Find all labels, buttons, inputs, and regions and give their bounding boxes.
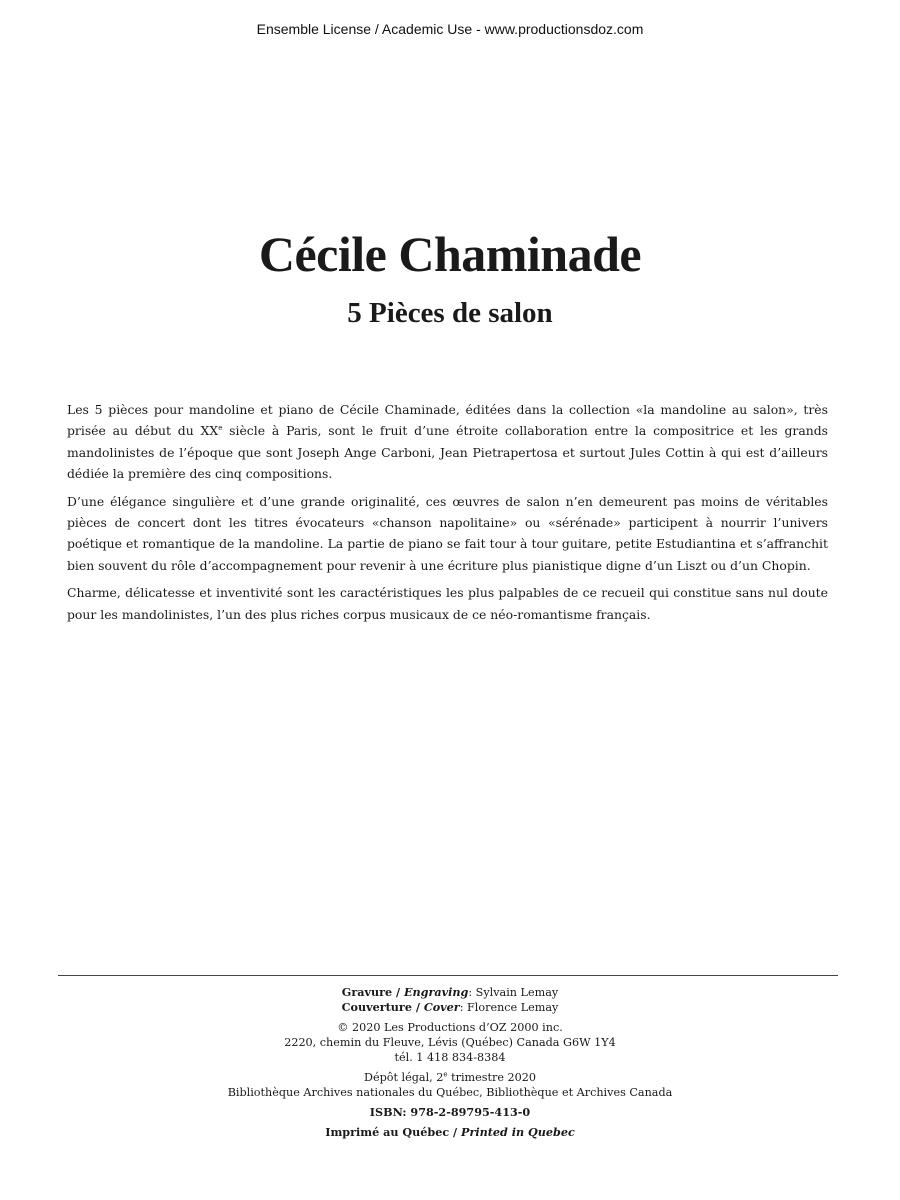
paragraph-1-part-a: Les 5 pièces pour mandoline et piano de Cécile Chaminade, éditées dans la collection «la mandoline au salon», très prisée au début du XX bbox=[67, 402, 828, 439]
libraries-line: Bibliothèque Archives nationales du Québec, Bibliothèque et Archives Canada bbox=[227, 1086, 673, 1099]
credits-block bbox=[0, 985, 900, 1140]
address-line: 2220, chemin du Fleuve, Lévis (Québec) Canada G6W 1Y4 bbox=[284, 1036, 616, 1049]
page-subtitle: 5 Pièces de salon bbox=[347, 297, 553, 329]
paragraph-1-part-b: siècle à Paris, sont le fruit d’une étroite collaboration entre la compositrice et les grands mandolinistes de l’époque que sont Joseph Ange Carboni, Jean Pietrapertosa et surtout Jules Cottin à qui est d’ailleurs dédiée la première des cinq compositions. bbox=[67, 423, 828, 482]
quarter-superscript: e bbox=[443, 1070, 448, 1079]
printed-fr: Imprimé au Québec / bbox=[325, 1125, 462, 1139]
century-superscript: e bbox=[218, 424, 223, 433]
cover-label-fr: Couverture / bbox=[341, 1000, 424, 1014]
introduction-text bbox=[67, 399, 828, 631]
paragraph-2: D’une élégance singulière et d’une grande originalité, ces œuvres de salon n’en demeurent pas moins de véritables pièces de concert dont les titres évocateurs «chanson napolitaine» ou «sérénade» participent à nourrir l’univers poétique et romantique de la mandoline. La partie de piano se fait tour à tour guitare, petite Estudiantina et s’affranchit bien souvent du rôle d’accompagnement pour revenir à une écriture plus pianistique digne d’un Liszt ou d’un Chopin. bbox=[67, 493, 828, 573]
copyright-line: © 2020 Les Productions d’OZ 2000 inc. bbox=[337, 1021, 563, 1034]
printed-line bbox=[0, 1125, 900, 1140]
license-header: Ensemble License / Academic Use - www.productionsdoz.com bbox=[256, 21, 644, 37]
cover-name: : Florence Lemay bbox=[459, 1001, 559, 1014]
cover-label-en: Cover bbox=[423, 1000, 460, 1014]
engraving-credit bbox=[0, 985, 900, 1000]
phone-line: tél. 1 418 834-8384 bbox=[394, 1051, 506, 1064]
page-title: Cécile Chaminade bbox=[258, 226, 642, 282]
isbn-line bbox=[0, 1105, 900, 1120]
cover-credit bbox=[0, 1000, 900, 1015]
legal-deposit-part-a: Dépôt légal, 2 bbox=[364, 1071, 444, 1084]
printed-en: Printed in Quebec bbox=[461, 1125, 575, 1139]
paragraph-3: Charme, délicatesse et inventivité sont les caractéristiques les plus palpables de ce recueil qui constitue sans nul doute pour les mandolinistes, l’un des plus riches corpus musicaux de ce néo-romantisme français. bbox=[67, 585, 828, 622]
footer-divider bbox=[58, 975, 838, 976]
legal-deposit-line bbox=[0, 1070, 900, 1085]
legal-deposit-part-b: trimestre 2020 bbox=[447, 1071, 536, 1084]
isbn-text: ISBN: 978-2-89795-413-0 bbox=[369, 1105, 531, 1119]
engraving-label-en: Engraving bbox=[404, 985, 469, 999]
paragraph-1 bbox=[67, 399, 828, 485]
engraving-label-fr: Gravure / bbox=[341, 985, 404, 999]
engraving-name: : Sylvain Lemay bbox=[468, 986, 559, 999]
